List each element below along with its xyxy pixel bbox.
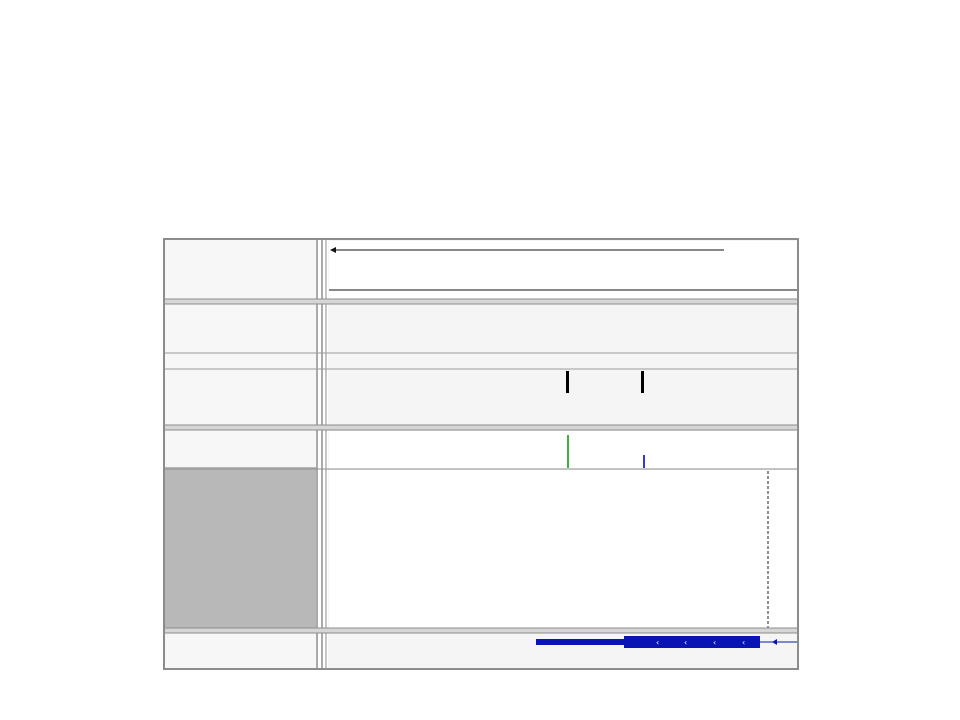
igv-browser-window[interactable] <box>163 238 799 670</box>
strand-arrow-icon: ‹ <box>713 638 717 647</box>
strand-arrow-icon: ‹ <box>742 638 746 647</box>
alignment-name-panel-bg <box>164 467 316 629</box>
gene-exon-block <box>624 636 760 648</box>
strand-arrow-icon: ‹ <box>684 638 688 647</box>
variant-mark[interactable] <box>641 371 644 393</box>
coverage-track[interactable] <box>329 431 798 469</box>
sample-genotype-track[interactable] <box>329 370 798 425</box>
vcf-track[interactable] <box>329 305 798 353</box>
strand-arrow-icon: ‹ <box>656 638 660 647</box>
variant-mark[interactable] <box>566 371 569 393</box>
alignment-track[interactable] <box>329 470 798 628</box>
gene-utr-block <box>536 639 626 645</box>
coverage-snp-mark <box>567 435 569 468</box>
coverage-snp-mark <box>643 455 645 468</box>
